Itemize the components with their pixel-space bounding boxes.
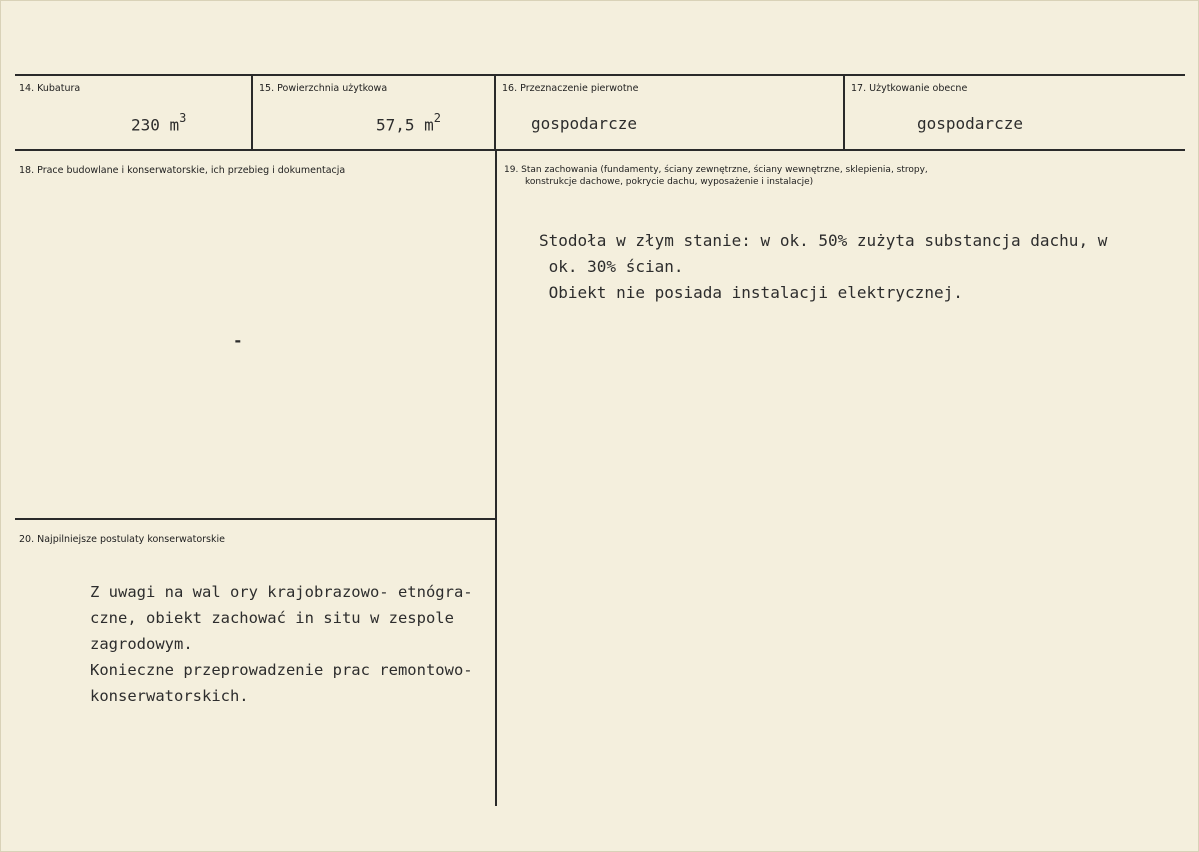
section-20-line: zagrodowym. [90,635,193,653]
section-18-20-rule [15,518,496,520]
przeznaczenie-label: 16. Przeznaczenie pierwotne [502,83,639,94]
header-divider-3 [843,76,845,149]
uzytkowanie-value: gospodarcze [917,114,1023,133]
section-19-line: Obiekt nie posiada instalacji elektrycznej. [539,283,963,302]
section-19-label-line-2: konstrukcje dachowe, pokrycie dachu, wyposażenie i instalacje) [525,177,814,187]
header-top-rule [15,74,1185,76]
section-20-label: 20. Najpilniejsze postulaty konserwatorskie [19,534,225,545]
section-20-text [90,579,473,709]
kubatura-label: 14. Kubatura [19,83,81,94]
section-20-line: Z uwagi na wal ory krajobrazowo- etnógra- [90,583,473,601]
section-19-line: ok. 30% ścian. [539,257,684,276]
section-19-label-line-1: 19. Stan zachowania (fundamenty, ściany zewnętrzne, ściany wewnętrzne, sklepienia, stropy, [504,165,928,175]
section-20-line: Konieczne przeprowadzenie prac remontowo- [90,661,473,679]
powierzchnia-number: 57,5 m [376,115,434,135]
section-18-label: 18. Prace budowlane i konserwatorskie, ich przebieg i dokumentacja [19,165,346,176]
powierzchnia-exponent: 2 [433,111,442,125]
header-divider-1 [251,76,253,149]
section-20-line: konserwatorskich. [90,687,249,705]
section-18-value: - [233,331,243,350]
header-bottom-rule [15,149,1185,151]
section-19-text [539,228,1107,306]
header-divider-2 [494,76,496,149]
section-19-line: Stodoła w złym stanie: w ok. 50% zużyta substancja dachu, w [539,231,1108,250]
kubatura-number: 230 m [131,115,180,135]
kubatura-value [131,113,186,134]
powierzchnia-value [376,113,441,134]
kubatura-exponent: 3 [179,111,187,125]
powierzchnia-label: 15. Powierzchnia użytkowa [259,83,388,94]
section-20-line: czne, obiekt zachować in situ w zespole [90,609,454,627]
uzytkowanie-label: 17. Użytkowanie obecne [851,83,968,94]
przeznaczenie-value: gospodarcze [531,114,637,133]
main-column-divider [495,151,497,806]
